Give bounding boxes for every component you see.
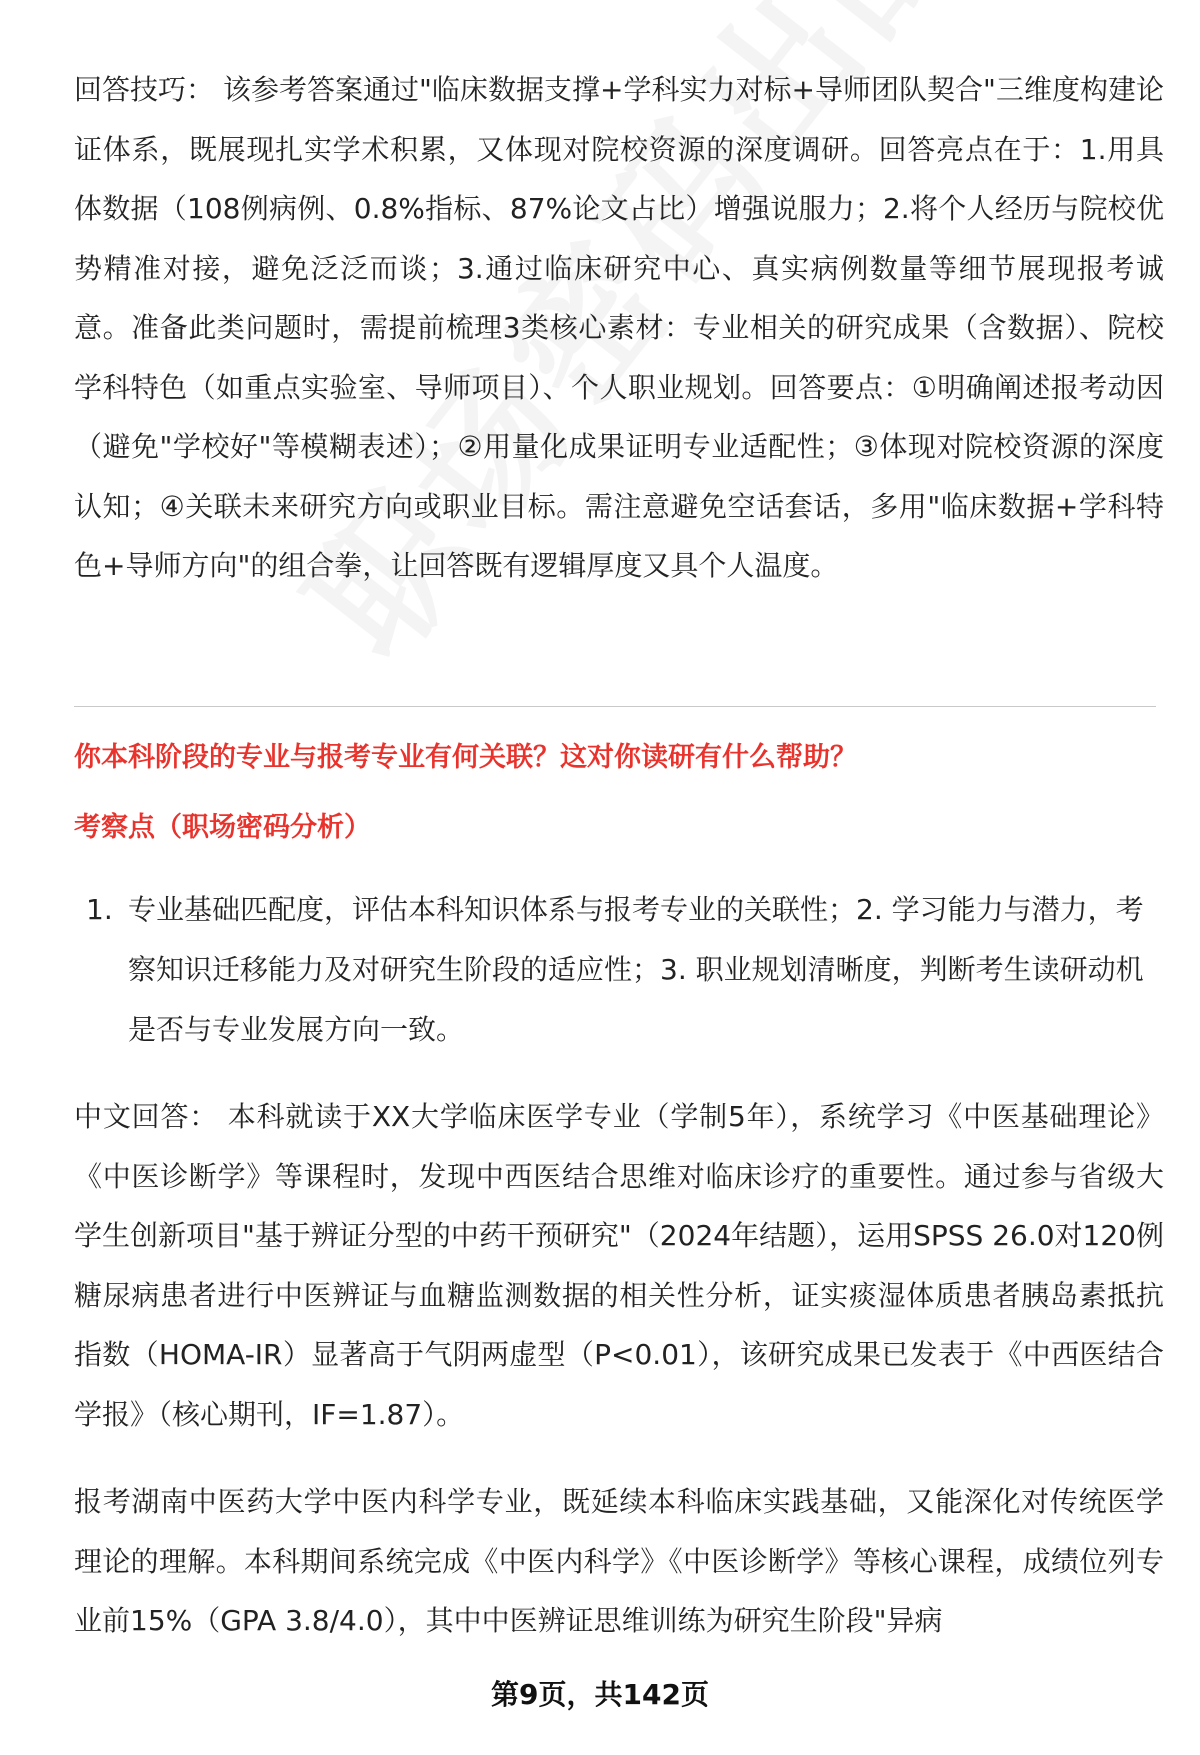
section-divider [74, 706, 1156, 707]
answer-tips-paragraph: 回答技巧： 该参考答案通过"临床数据支撑+学科实力对标+导师团队契合"三维度构建论证体系，既展现扎实学术积累，又体现对院校资源的深度调研。回答亮点在于：1.用具体数据（108例病例、0.8%指标、87%论文占比）增强说服力；2.将个人经历与院校优势精准对接，避免泛泛而谈；3.通过临床研究中心、真实病例数量等细节展现报考诚意。准备此类问题时，需提前梳理3类核心素材：专业相关的研究成果（含数据）、院校学科特色（如重点实验室、导师项目）、个人职业规划。回答要点：①明确阐述报考动因（避免"学校好"等模糊表述）；②用量化成果证明专业适配性；③体现对院校资源的深度认知；④关联未来研究方向或职业目标。需注意避免空话套话，多用"临床数据+学科特色+导师方向"的组合拳，让回答既有逻辑厚度又具个人温度。 [74, 73, 1164, 582]
interview-question: 你本科阶段的专业与报考专业有何关联？这对你读研有什么帮助？ [74, 742, 857, 773]
list-item [86, 880, 1161, 1060]
exam-point-list [86, 880, 1161, 1060]
chinese-answer-paragraph: 中文回答： 本科就读于XX大学临床医学专业（学制5年），系统学习《中医基础理论》《中医诊断学》等课程时，发现中西医结合思维对临床诊疗的重要性。通过参与省级大学生创新项目"基于辨证分型的中药干预研究"（2024年结题），运用SPSS 26.0对120例糖尿病患者进行中医辨证与血糖监测数据的相关性分析，证实痰湿体质患者胰岛素抵抗指数（HOMA-IR）显著高于气阴两虚型（P<0.01），该研究成果已发表于《中西医结合学报》（核心期刊，IF=1.87）。 [74, 1100, 1164, 1431]
list-item-number: 1. [86, 893, 113, 926]
answer-paragraph-2: 报考湖南中医药大学中医内科学专业，既延续本科临床实践基础，又能深化对传统医学理论的理解。本科期间系统完成《中医内科学》《中医诊断学》等核心课程，成绩位列专业前15%（GPA 3.8/4.0），其中中医辨证思维训练为研究生阶段"异病 [74, 1485, 1164, 1637]
list-item-text: 专业基础匹配度，评估本科知识体系与报考专业的关联性；2. 学习能力与潜力，考察知识迁移能力及对研究生阶段的适应性；3. 职业规划清晰度，判断考生读研动机是否与专业发展方向一致。 [128, 893, 1144, 1046]
exam-point-heading: 考察点（职场密码分析） [74, 812, 371, 843]
page-number-footer: 第9页，共142页 [491, 1678, 709, 1711]
